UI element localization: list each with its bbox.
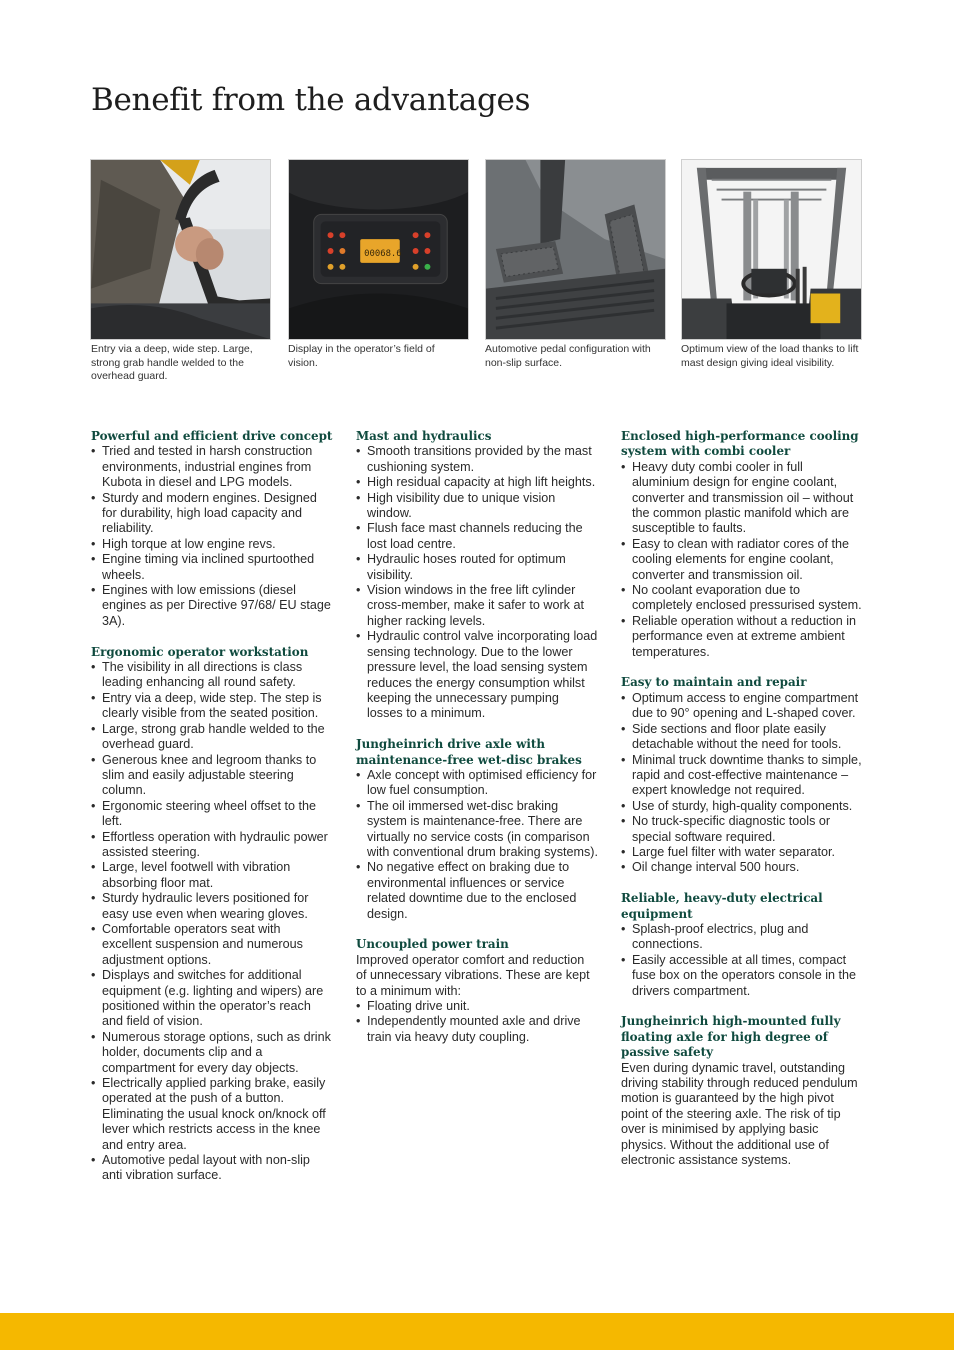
display-caption: Display in the operator’s field of vision.	[288, 343, 435, 369]
list-item: • Engines with low emissions (diesel engines as per Directive 97/68/ EU stage 3A).	[91, 583, 333, 629]
list-item: • Displays and switches for additional equipment (e.g. lighting and wipers) are positioned within the operator’s reach and field of vision.	[91, 968, 333, 1030]
floating-axle-section	[621, 1014, 863, 1168]
list-item: • Entry via a deep, wide step. The step is clearly visible from the seated position.	[91, 691, 333, 722]
list-item: • Flush face mast channels reducing the lost load centre.	[356, 521, 598, 552]
list-item: • The visibility in all directions is class leading enhancing all round safety.	[91, 660, 333, 691]
list-item: • Smooth transitions provided by the mast cushioning system.	[356, 444, 598, 475]
drive-concept-section	[91, 429, 333, 629]
list-item: • Easy to clean with radiator cores of the cooling elements for engine coolant, converter and transmission oil.	[621, 537, 863, 583]
list-item: • Heavy duty combi cooler in full aluminium design for engine coolant, converter and transmission oil – without the common plastic manifold which are susceptible to faults.	[621, 460, 863, 537]
operator-workstation-section	[91, 645, 333, 1184]
list-item: • Splash-proof electrics, plug and connections.	[621, 922, 863, 953]
list-item: • Large fuel filter with water separator.	[621, 845, 863, 860]
footer-bar	[0, 1313, 954, 1350]
mast-view-photo	[681, 159, 862, 340]
list-item: • Minimal truck downtime thanks to simple, rapid and cost-effective maintenance – expert knowledge not required.	[621, 753, 863, 799]
list-item: • High visibility due to unique vision window.	[356, 491, 598, 522]
grab-handle-caption: Entry via a deep, wide step. Large, strong grab handle welded to the overhead guard.	[91, 343, 253, 382]
grab-handle-photo	[90, 159, 271, 340]
list-item: • No negative effect on braking due to environmental influences or service related downtime due to the enclosed design.	[356, 860, 598, 922]
section-heading: Reliable, heavy-duty electrical equipment	[621, 891, 823, 921]
drive-axle-section	[356, 737, 598, 922]
list-item: • Numerous storage options, such as drink holder, documents clip and a compartment for every day objects.	[91, 1030, 333, 1076]
column-1	[91, 429, 333, 1199]
display-photo	[288, 159, 469, 340]
display-reading: 00068.6	[364, 248, 402, 259]
section-text: Even during dynamic travel, outstanding driving stability through reduced pendulum motion is guaranteed by the high pivot point of the steering axle. The risk of tip over is minimised by applying basic physics. Without the additional use of electronic assistance systems.	[621, 1060, 858, 1168]
list-item: • No coolant evaporation due to completely enclosed pressurised system.	[621, 583, 863, 614]
list-item: • Electrically applied parking brake, easily operated at the push of a button. Eliminating the usual knock on/knock off lever which restricts access in the knee and entry area.	[91, 1076, 333, 1153]
list-item: • Hydraulic hoses routed for optimum visibility.	[356, 552, 598, 583]
list-item: • Use of sturdy, high-quality components.	[621, 799, 863, 814]
list-item: • Tried and tested in harsh construction environments, industrial engines from Kubota in diesel and LPG models.	[91, 444, 333, 490]
list-item: • Sturdy hydraulic levers positioned for easy use even when wearing gloves.	[91, 891, 333, 922]
list-item: • Hydraulic control valve incorporating load sensing technology. Due to the lower pressure level, the load sensing system reduces the energy consumption whilst keeping the unnecessary pumping losses to a minimum.	[356, 629, 598, 721]
list-item: • Axle concept with optimised efficiency for low fuel consumption.	[356, 768, 598, 799]
section-heading: Jungheinrich high-mounted fully floating axle for high degree of passive safety	[621, 1014, 841, 1060]
list-item: • Reliable operation without a reduction in performance even at extreme ambient temperatures.	[621, 614, 863, 660]
page-title: Benefit from the advantages	[91, 82, 531, 118]
list-item: • Sturdy and modern engines. Designed for durability, high load capacity and reliability.	[91, 491, 333, 537]
pedal-caption: Automotive pedal configuration with non-slip surface.	[485, 343, 651, 369]
section-heading: Enclosed high-performance cooling system with combi cooler	[621, 429, 859, 459]
list-item: • Floating drive unit.	[356, 999, 598, 1014]
list-item: • No truck-specific diagnostic tools or special software required.	[621, 814, 863, 845]
section-heading: Jungheinrich drive axle with maintenance-free wet-disc brakes	[356, 737, 582, 767]
list-item: • Optimum access to engine compartment due to 90° opening and L-shaped cover.	[621, 691, 863, 722]
pedal-photo	[485, 159, 666, 340]
list-item: • Effortless operation with hydraulic power assisted steering.	[91, 830, 333, 861]
list-item: • Generous knee and legroom thanks to slim and easily adjustable steering column.	[91, 753, 333, 799]
section-heading: Easy to maintain and repair	[621, 675, 807, 690]
column-3	[621, 429, 863, 1184]
electrical-section	[621, 891, 863, 999]
list-item: • The oil immersed wet-disc braking system is maintenance-free. There are virtually no service costs (in comparison with conventional drum braking systems).	[356, 799, 598, 861]
list-item: • Side sections and floor plate easily detachable without the need for tools.	[621, 722, 863, 753]
list-item: • Automotive pedal layout with non-slip anti vibration surface.	[91, 1153, 333, 1184]
power-train-section	[356, 937, 598, 1045]
mast-view-caption: Optimum view of the load thanks to lift mast design giving ideal visibility.	[681, 343, 859, 369]
section-heading: Uncoupled power train	[356, 937, 509, 952]
mast-hydraulics-section	[356, 429, 598, 722]
list-item: • Vision windows in the free lift cylinder cross-member, make it safer to work at higher racking levels.	[356, 583, 598, 629]
cooling-system-section	[621, 429, 863, 660]
list-item: • Easily accessible at all times, compact fuse box on the operators console in the drivers compartment.	[621, 953, 863, 999]
list-item: • Large, level footwell with vibration absorbing floor mat.	[91, 860, 333, 891]
section-heading: Mast and hydraulics	[356, 429, 492, 443]
section-heading: Powerful and efficient drive concept	[91, 429, 333, 443]
list-item: • Large, strong grab handle welded to the overhead guard.	[91, 722, 333, 753]
list-item: • Ergonomic steering wheel offset to the left.	[91, 799, 333, 830]
list-item: • Comfortable operators seat with excellent suspension and numerous adjustment options.	[91, 922, 333, 968]
list-item: • Independently mounted axle and drive train via heavy duty coupling.	[356, 1014, 598, 1045]
maintenance-section	[621, 675, 863, 875]
section-text: Improved operator comfort and reduction of unnecessary vibrations. These are kept to a minimum with:	[356, 952, 590, 998]
list-item: • Oil change interval 500 hours.	[621, 860, 863, 875]
section-heading: Ergonomic operator workstation	[91, 644, 309, 659]
column-2	[356, 429, 598, 1061]
list-item: • High torque at low engine revs.	[91, 537, 333, 552]
list-item: • High residual capacity at high lift heights.	[356, 475, 598, 490]
list-item: • Engine timing via inclined spurtoothed wheels.	[91, 552, 333, 583]
